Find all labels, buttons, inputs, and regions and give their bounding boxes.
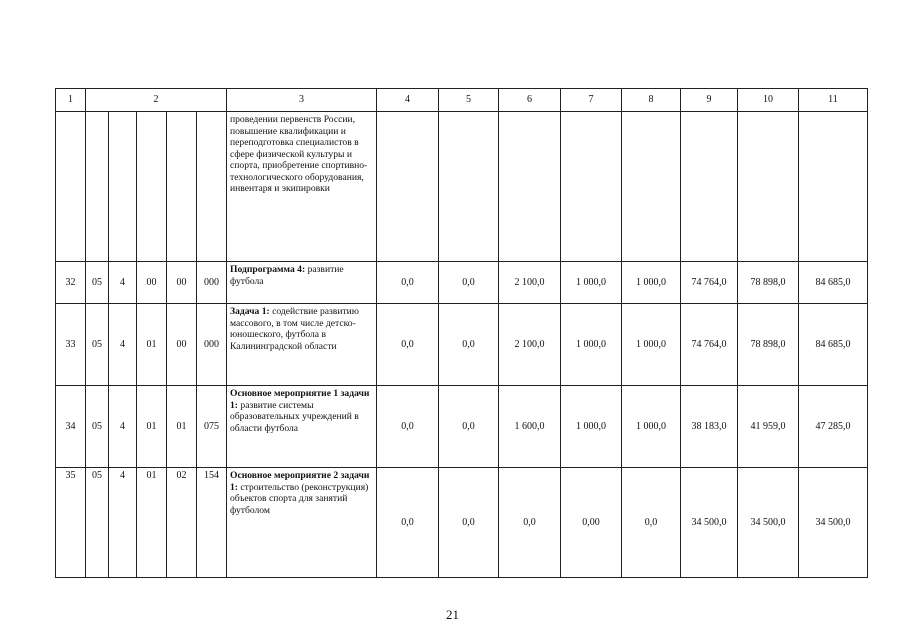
row-number: 34 (56, 386, 86, 468)
value-cell: 1 000,0 (622, 386, 681, 468)
value-cell: 1 000,0 (561, 262, 622, 304)
code-cell: 00 (137, 262, 167, 304)
header-cell: 3 (227, 89, 377, 112)
row-number: 32 (56, 262, 86, 304)
budget-table (55, 88, 868, 578)
code-cell: 05 (86, 262, 109, 304)
description-title: Подпрограмма 4: (230, 264, 306, 275)
value-cell: 74 764,0 (681, 262, 738, 304)
code-cell: 000 (197, 304, 227, 386)
value-cell: 34 500,0 (799, 468, 868, 578)
value-cell: 41 959,0 (738, 386, 799, 468)
description-cell (227, 262, 377, 304)
code-cell: 00 (167, 304, 197, 386)
code-cell: 01 (167, 386, 197, 468)
value-cell: 0,0 (622, 468, 681, 578)
description-text: содействие развитию массового, в том числе детско-юношеского, футбола в Калининградской области (230, 306, 359, 352)
value-cell: 0,0 (439, 386, 499, 468)
header-cell: 5 (439, 89, 499, 112)
description-title: Задача 1: (230, 306, 270, 317)
header-cell: 4 (377, 89, 439, 112)
code-cell: 05 (86, 386, 109, 468)
description-cell (227, 304, 377, 386)
description-title: Основное мероприятие 2 задачи 1: (230, 470, 370, 493)
description-text: строительство (реконструкция) объектов спорта для занятий футболом (230, 481, 369, 516)
continuation-row (56, 112, 868, 262)
value-cell: 0,0 (439, 468, 499, 578)
value-cell: 2 100,0 (499, 262, 561, 304)
value-cell: 0,0 (499, 468, 561, 578)
value-cell: 1 600,0 (499, 386, 561, 468)
header-cell: 10 (738, 89, 799, 112)
value-cell: 84 685,0 (799, 304, 868, 386)
value-cell: 2 100,0 (499, 304, 561, 386)
code-cell: 4 (109, 304, 137, 386)
description-cell (227, 386, 377, 468)
code-cell: 01 (137, 468, 167, 578)
header-row (56, 89, 868, 112)
description-text: развитие футбола (230, 264, 344, 287)
value-cell: 74 764,0 (681, 304, 738, 386)
header-cell: 7 (561, 89, 622, 112)
code-cell: 154 (197, 468, 227, 578)
page-number: 21 (446, 607, 459, 622)
value-cell: 0,0 (377, 468, 439, 578)
value-cell: 0,0 (377, 262, 439, 304)
value-cell: 0,0 (377, 386, 439, 468)
value-cell: 0,00 (561, 468, 622, 578)
header-cell: 2 (86, 89, 227, 112)
value-cell: 84 685,0 (799, 262, 868, 304)
code-cell: 05 (86, 468, 109, 578)
value-cell: 78 898,0 (738, 262, 799, 304)
value-cell: 0,0 (377, 304, 439, 386)
code-cell: 4 (109, 262, 137, 304)
table-row (56, 262, 868, 304)
value-cell: 1 000,0 (622, 304, 681, 386)
header-cell: 1 (56, 89, 86, 112)
code-cell: 000 (197, 262, 227, 304)
value-cell: 34 500,0 (681, 468, 738, 578)
table-row (56, 468, 868, 578)
value-cell: 1 000,0 (561, 304, 622, 386)
value-cell: 38 183,0 (681, 386, 738, 468)
header-cell: 11 (799, 89, 868, 112)
value-cell: 1 000,0 (561, 386, 622, 468)
value-cell: 47 285,0 (799, 386, 868, 468)
table-row (56, 386, 868, 468)
code-cell: 01 (137, 304, 167, 386)
code-cell: 4 (109, 386, 137, 468)
value-cell: 78 898,0 (738, 304, 799, 386)
value-cell: 0,0 (439, 304, 499, 386)
code-cell: 4 (109, 468, 137, 578)
code-cell: 075 (197, 386, 227, 468)
code-cell: 02 (167, 468, 197, 578)
continuation-text: проведении первенств России, повышение квалификации и переподготовка специалистов в сфере физической культуры и спорта, приобретение спортивно-технологического оборудования, инвентаря и экипировки (227, 112, 377, 262)
description-cell (227, 468, 377, 578)
code-cell: 00 (167, 262, 197, 304)
description-text: развитие системы образовательных учреждений в области футбола (230, 399, 359, 434)
header-cell: 9 (681, 89, 738, 112)
header-cell: 8 (622, 89, 681, 112)
row-number: 33 (56, 304, 86, 386)
value-cell: 1 000,0 (622, 262, 681, 304)
value-cell: 0,0 (439, 262, 499, 304)
value-cell: 34 500,0 (738, 468, 799, 578)
code-cell: 01 (137, 386, 167, 468)
row-number: 35 (56, 468, 86, 578)
header-cell: 6 (499, 89, 561, 112)
code-cell: 05 (86, 304, 109, 386)
table-row (56, 304, 868, 386)
description-title: Основное мероприятие 1 задачи 1: (230, 388, 370, 411)
